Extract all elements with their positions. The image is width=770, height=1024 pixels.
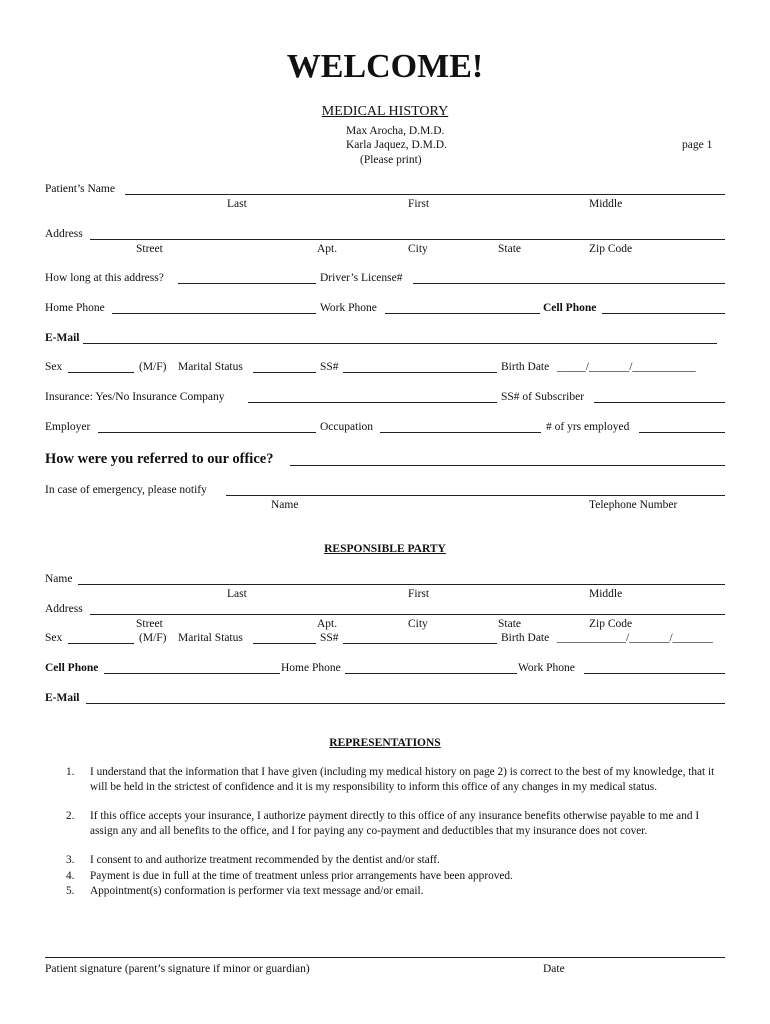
license-label: Driver’s License# xyxy=(320,272,403,284)
date-label: Date xyxy=(543,963,565,975)
signature-line[interactable] xyxy=(45,957,725,958)
signature-label: Patient signature (parent’s signature if minor or guardian) xyxy=(45,963,310,975)
referred-label: How were you referred to our office? xyxy=(45,451,274,467)
employer-label: Employer xyxy=(45,421,91,433)
rp-zip-caption: Zip Code xyxy=(589,618,633,630)
ss-field[interactable] xyxy=(343,372,497,373)
city-caption: City xyxy=(408,243,428,255)
email-field[interactable] xyxy=(83,343,717,344)
rp-city-caption: City xyxy=(408,618,428,630)
referred-field[interactable] xyxy=(290,465,725,466)
birth-date-label: Birth Date xyxy=(501,361,550,373)
rp-marital-status-field[interactable] xyxy=(253,643,316,644)
mf-caption: (M/F) xyxy=(139,361,167,373)
rp-cell-phone-label: Cell Phone xyxy=(45,662,99,674)
birth-date-field[interactable]: _____/_______/___________ xyxy=(557,361,696,373)
employer-field[interactable] xyxy=(98,432,316,433)
ss-subscriber-field[interactable] xyxy=(594,402,725,403)
emergency-label: In case of emergency, please notify xyxy=(45,484,207,496)
rp-cell-phone-field[interactable] xyxy=(104,673,280,674)
home-phone-label: Home Phone xyxy=(45,302,105,314)
rp-birth-date-field[interactable]: ____________/_______/_______ xyxy=(557,632,713,644)
rp-work-phone-field[interactable] xyxy=(584,673,725,674)
occupation-label: Occupation xyxy=(320,421,374,433)
years-employed-field[interactable] xyxy=(639,432,725,433)
ss-subscriber-label: SS# of Subscriber xyxy=(501,391,585,403)
insurance-company-field[interactable] xyxy=(248,402,497,403)
first-caption: First xyxy=(408,198,430,210)
rp-birth-date-label: Birth Date xyxy=(501,632,550,644)
occupation-field[interactable] xyxy=(380,432,541,433)
address-label: Address xyxy=(45,228,83,240)
zip-caption: Zip Code xyxy=(589,243,633,255)
rp-sex-field[interactable] xyxy=(68,643,134,644)
doctor-name-2: Karla Jaquez, D.M.D. xyxy=(346,139,447,151)
rp-state-caption: State xyxy=(498,618,521,630)
doctor-name-1: Max Arocha, D.M.D. xyxy=(346,125,445,137)
sex-label: Sex xyxy=(45,361,63,373)
emergency-name-caption: Name xyxy=(271,499,299,511)
emergency-phone-caption: Telephone Number xyxy=(589,499,678,511)
work-phone-label: Work Phone xyxy=(320,302,377,314)
page-number: page 1 xyxy=(682,139,713,151)
rp-middle-caption: Middle xyxy=(589,588,623,600)
ss-label: SS# xyxy=(320,361,339,373)
years-employed-label: # of yrs employed xyxy=(546,421,630,433)
rp-ss-field[interactable] xyxy=(343,643,497,644)
rp-work-phone-label: Work Phone xyxy=(518,662,575,674)
state-caption: State xyxy=(498,243,521,255)
rp-name-field[interactable] xyxy=(78,584,725,585)
rp-home-phone-label: Home Phone xyxy=(281,662,341,674)
how-long-label: How long at this address? xyxy=(45,272,164,284)
address-field[interactable] xyxy=(90,239,725,240)
patient-name-label: Patient’s Name xyxy=(45,183,115,195)
rp-name-label: Name xyxy=(45,573,73,585)
license-field[interactable] xyxy=(413,283,725,284)
emergency-field[interactable] xyxy=(226,495,725,496)
list-item: 3. I consent to and authorize treatment recommended by the dentist and/or staff. xyxy=(66,854,440,866)
rp-email-label: E-Mail xyxy=(45,692,80,704)
form-subtitle: MEDICAL HISTORY xyxy=(321,104,449,119)
cell-phone-field[interactable] xyxy=(602,313,725,314)
page-title: WELCOME! xyxy=(286,48,484,85)
list-item: 1. I understand that the information that I have given (including my medical history on page 2) is correct to the best of my knowledge, that it will be held in the strictest of confidence and it is my responsibility to inform this office of any changes in my medical status. xyxy=(66,766,715,793)
how-long-field[interactable] xyxy=(178,283,316,284)
insurance-label: Insurance: Yes/No Insurance Company xyxy=(45,391,225,403)
marital-status-label: Marital Status xyxy=(178,361,243,373)
rp-marital-status-label: Marital Status xyxy=(178,632,243,644)
rp-street-caption: Street xyxy=(136,618,163,630)
email-label: E-Mail xyxy=(45,332,80,344)
middle-caption: Middle xyxy=(589,198,623,210)
rp-ss-label: SS# xyxy=(320,632,339,644)
home-phone-field[interactable] xyxy=(112,313,316,314)
rp-last-caption: Last xyxy=(227,588,247,600)
list-item: 5. Appointment(s) conformation is performer via text message and/or email. xyxy=(66,885,424,897)
rp-sex-label: Sex xyxy=(45,632,63,644)
print-instruction: (Please print) xyxy=(360,154,422,166)
responsible-party-heading: RESPONSIBLE PARTY xyxy=(324,543,446,555)
cell-phone-label: Cell Phone xyxy=(543,302,597,314)
rp-mf-caption: (M/F) xyxy=(139,632,167,644)
rp-address-label: Address xyxy=(45,603,83,615)
work-phone-field[interactable] xyxy=(385,313,540,314)
rp-email-field[interactable] xyxy=(86,703,725,704)
list-item: 4. Payment is due in full at the time of treatment unless prior arrangements have been approved. xyxy=(66,870,513,882)
representations-heading: REPRESENTATIONS xyxy=(329,737,441,749)
apt-caption: Apt. xyxy=(317,243,338,255)
rp-apt-caption: Apt. xyxy=(317,618,338,630)
rp-first-caption: First xyxy=(408,588,430,600)
rp-address-field[interactable] xyxy=(90,614,725,615)
sex-field[interactable] xyxy=(68,372,134,373)
street-caption: Street xyxy=(136,243,163,255)
marital-status-field[interactable] xyxy=(253,372,316,373)
last-caption: Last xyxy=(227,198,247,210)
list-item: 2. If this office accepts your insurance, I authorize payment directly to this office of any insurance benefits otherwise payable to me and I assign any and all benefits to the office, and I for paying any co-payment and deductibles that my insurance does not cover. xyxy=(66,810,700,837)
rp-home-phone-field[interactable] xyxy=(345,673,517,674)
patient-name-field[interactable] xyxy=(125,194,725,195)
